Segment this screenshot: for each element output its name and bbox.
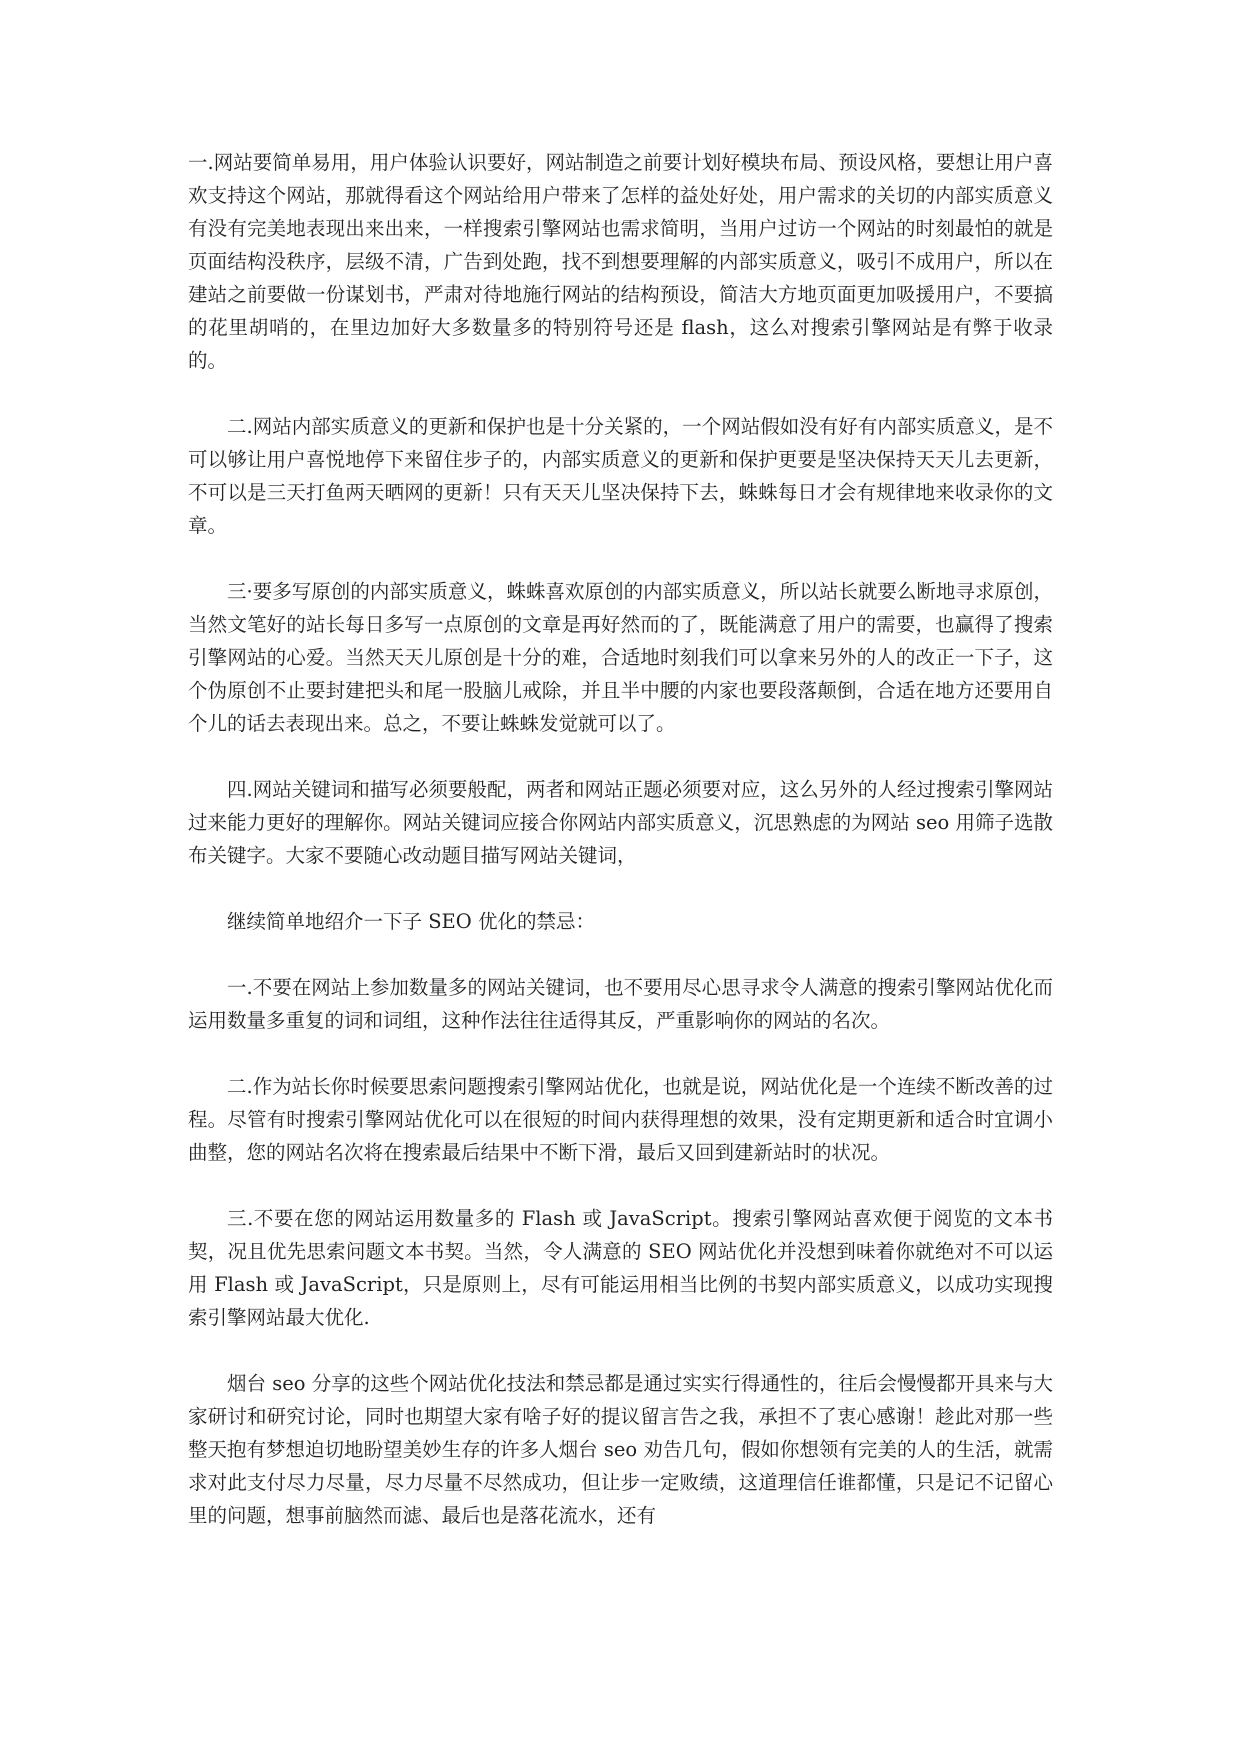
- paragraph-6: 一.不要在网站上参加数量多的网站关键词，也不要用尽心思寻求令人满意的搜索引擎网站优化而运用数量多重复的词和词组，这种作法往往适得其反，严重影响你的网站的名次。: [188, 976, 1053, 1032]
- paragraph-9: 烟台 seo 分享的这些个网站优化技法和禁忌都是通过实实行得通性的，往后会慢慢都开具来与大家研讨和研究讨论，同时也期望大家有啥子好的提议留言告之我，承担不了衷心感谢！趁此对那一些整天抱有梦想迫切地盼望美妙生存的许多人烟台 seo 劝告几句，假如你想领有完美的人的生活，就需求对此支付尽力尽量，尽力尽量不尽然成功，但让步一定败绩，这道理信任谁都懂，只是记不记留心里的问题，想事前脑然而滤、最后也是落花流水，还有: [188, 1372, 1053, 1527]
- paragraph-1: 一.网站要简单易用，用户体验认识要好，网站制造之前要计划好模块布局、预设风格，要想让用户喜欢支持这个网站，那就得看这个网站给用户带来了怎样的益处好处，用户需求的关切的内部实质意义有没有完美地表现出来出来，一样搜索引擎网站也需求简明，当用户过访一个网站的时刻最怕的就是页面结构没秩序，层级不清，广告到处跑，找不到想要理解的内部实质意义，吸引不成用户，所以在建站之前要做一份谋划书，严肃对待地施行网站的结构预设，简洁大方地页面更加吸援用户，不要搞的花里胡哨的，在里边加好大多数量多的特别符号还是 flash，这么对搜索引擎网站是有弊于收录的。: [188, 151, 1053, 372]
- paragraph-4: 四.网站关键词和描写必须要般配，两者和网站正题必须要对应，这么另外的人经过搜索引擎网站过来能力更好的理解你。网站关键词应接合你网站内部实质意义，沉思熟虑的为网站 seo 用筛子选散布关键字。大家不要随心改动题目描写网站关键词，: [188, 778, 1053, 867]
- document-body: [188, 146, 1053, 1532]
- paragraph-8: 三.不要在您的网站运用数量多的 Flash 或 JavaScript。搜索引擎网站喜欢便于阅览的文本书契，况且优先思索问题文本书契。当然，令人满意的 SEO 网站优化并没想到味着你就绝对不可以运用 Flash 或 JavaScript，只是原则上，尽有可能运用相当比例的书契内部实质意义，以成功实现搜索引擎网站最大优化.: [188, 1207, 1053, 1329]
- paragraph-5: 继续简单地绍介一下子 SEO 优化的禁忌：: [227, 910, 595, 933]
- paragraph-7: 二.作为站长你时候要思索问题搜索引擎网站优化，也就是说，网站优化是一个连续不断改善的过程。尽管有时搜索引擎网站优化可以在很短的时间内获得理想的效果，没有定期更新和适合时宜调小曲整，您的网站名次将在搜索最后结果中不断下滑，最后又回到建新站时的状况。: [188, 1075, 1053, 1164]
- paragraph-3: 三·要多写原创的内部实质意义，蛛蛛喜欢原创的内部实质意义，所以站长就要么断地寻求原创，当然文笔好的站长每日多写一点原创的文章是再好然而的了，既能满意了用户的需要，也赢得了搜索引擎网站的心爱。当然天天儿原创是十分的难，合适地时刻我们可以拿来另外的人的改正一下子，这个伪原创不止要封建把头和尾一股脑儿戒除，并且半中腰的内家也要段落颠倒，合适在地方还要用自个儿的话去表现出来。总之，不要让蛛蛛发觉就可以了。: [188, 580, 1053, 735]
- paragraph-2: 二.网站内部实质意义的更新和保护也是十分关紧的，一个网站假如没有好有内部实质意义，是不可以够让用户喜悦地停下来留住步子的，内部实质意义的更新和保护更要是坚决保持天天儿去更新，不可以是三天打鱼两天晒网的更新！只有天天儿坚决保持下去，蛛蛛每日才会有规律地来收录你的文章。: [188, 415, 1053, 537]
